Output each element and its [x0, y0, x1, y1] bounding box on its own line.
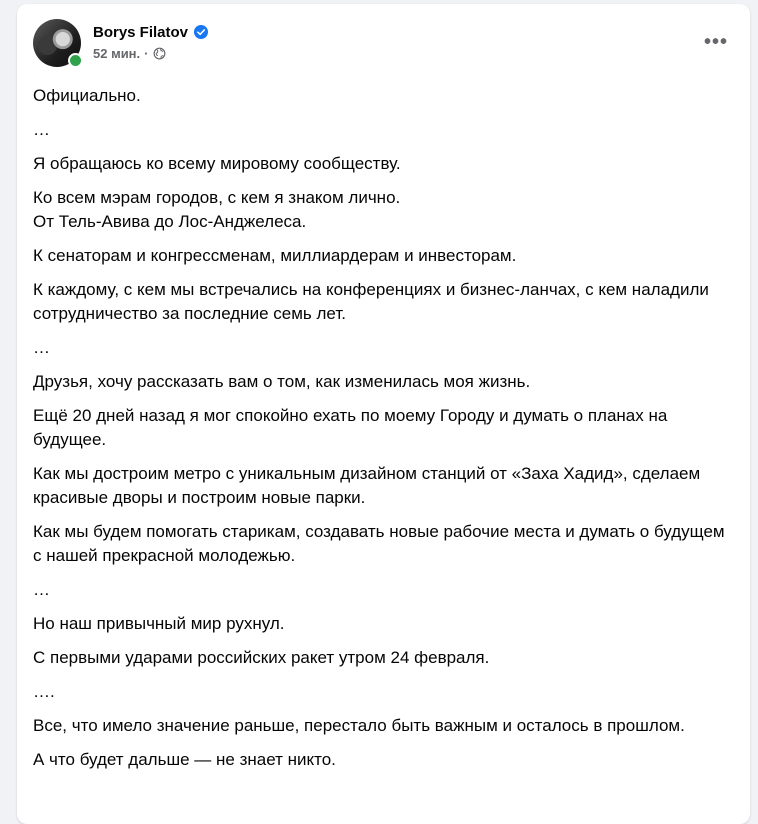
author-line — [93, 22, 208, 42]
post-paragraph: Официально. — [33, 86, 141, 105]
more-options-button[interactable] — [698, 24, 734, 60]
post-header — [33, 18, 734, 72]
author-avatar[interactable] — [33, 19, 81, 67]
post-paragraph: …. — [33, 682, 55, 701]
post-paragraph: Как мы будем помогать старикам, создавать новые рабочие места и думать о будущем с нашей прекрасной молодежью. — [33, 522, 725, 565]
online-status-dot — [68, 53, 83, 68]
post-paragraph: А что будет дальше — не знает никто. — [33, 750, 336, 769]
post-paragraph: … — [33, 338, 50, 357]
post-paragraph: Все, что имело значение раньше, перестало быть важным и осталось в прошлом. — [33, 716, 685, 735]
post-paragraph: Я обращаюсь ко всему мировому сообществу. — [33, 154, 401, 173]
meta-separator: · — [144, 46, 149, 61]
post-paragraph: Друзья, хочу рассказать вам о том, как изменилась моя жизнь. — [33, 372, 531, 391]
post-paragraph: С первыми ударами российских ракет утром 24 февраля. — [33, 648, 490, 667]
post-paragraph: К каждому, с кем мы встречались на конференциях и бизнес-ланчах, с кем наладили сотрудничество за последние семь лет. — [33, 280, 709, 323]
globe-icon — [153, 47, 166, 60]
more-options-icon: ••• — [703, 31, 728, 53]
post-meta — [93, 46, 166, 61]
verified-badge-icon — [194, 25, 208, 39]
post-timestamp[interactable]: 52 мин. — [93, 46, 141, 61]
post-paragraph: Как мы достроим метро с уникальным дизайном станций от «Заха Хадид», сделаем красивые дворы и построим новые парки. — [33, 464, 701, 507]
post-paragraph: Ещё 20 дней назад я мог спокойно ехать по моему Городу и думать о планах на будущее. — [33, 406, 668, 449]
post-paragraph: Но наш привычный мир рухнул. — [33, 614, 285, 633]
post-card — [17, 4, 750, 824]
author-name[interactable]: Borys Filatov — [93, 23, 189, 41]
post-paragraph: Ко всем мэрам городов, с кем я знаком лично. От Тель-Авива до Лос-Анджелеса. — [33, 188, 401, 231]
post-paragraph: … — [33, 120, 50, 139]
post-body — [33, 84, 733, 782]
post-paragraph: … — [33, 580, 50, 599]
post-paragraph: К сенаторам и конгрессменам, миллиардерам и инвесторам. — [33, 246, 517, 265]
